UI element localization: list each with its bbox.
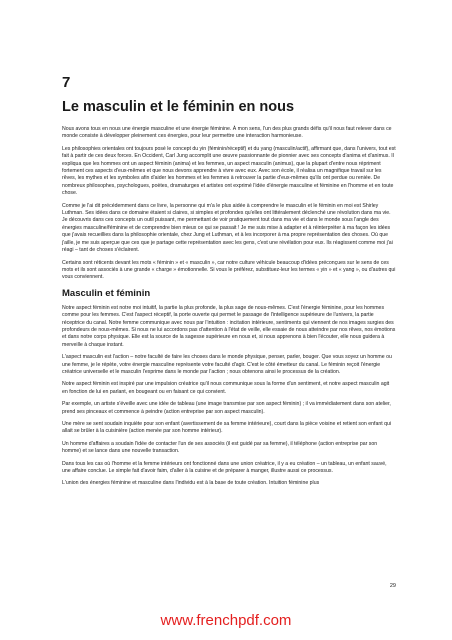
paragraph-section-4: Par exemple, un artiste s'éveille avec une idée de tableau (une image transmise par son aspect féminin) ; il va immédiatement dans son atelier, prend ses pinceaux et commence à peindre (action entreprise par son aspect masculin). bbox=[62, 401, 391, 415]
page-number: 29 bbox=[389, 583, 396, 589]
paragraph-intro-1: Nous avons tous en nous une énergie masculine et une énergie féminine. À mon sens, l'un des plus grands défis qu'il nous faut relever dans ce monde consiste à développer pleinement ces énergies, pour leur permettre une interaction harmonieuse. bbox=[62, 126, 392, 140]
chapter-title: Le masculin et le féminin en nous bbox=[62, 99, 295, 115]
paragraph-intro-4: Certains sont réticents devant les mots « féminin » et « masculin », car notre culture véhicule beaucoup d'idées préconçues sur le sens de ces mots et ils sont associés à une grande « charge » émotionnelle. Si vous le préférez, substituez-leur les termes « yin » et « yang », ou d'autres qui vous conviennent. bbox=[62, 259, 396, 281]
paragraph-intro-3: Comme je l'ai dit précédemment dans ce livre, la personne qui m'a le plus aidée à comprendre le masculin et le féminin en moi est Shirley Luthman. Ses idées dans ce domaine étaient si claires, si simples et profondes qu'elles ont littéralement déclenché une révolution dans ma vie. Je découvris dans ces concepts un outil puissant, me permettant de voir pratiquement tout dans ma vie et dans le monde sous l'angle des énergies masculine/féminine et de comprendre bien mieux ce qui se passait ! Je me suis mise à adapter et à réinterpréter à ma façon les idées que j'avais recueillies dans la philosophie orientale, chez Jung et Luthman, et à les incorporer à ma propre représentation des choses. Où que j'aille, je me suis aperçue que ces que je partage cette représentation avec les gens, c'est une révélation pour eux. Ils réagissent comme moi j'ai réagi – tant de choses s'éclairent. bbox=[62, 202, 393, 254]
chapter-number: 7 bbox=[62, 74, 71, 91]
body-text bbox=[62, 126, 396, 493]
paragraph-section-1: Notre aspect féminin est notre moi intuitif, la partie la plus profonde, la plus sage de nous-mêmes. C'est l'énergie féminine, pour les hommes comme pour les femmes. C'est l'aspect réceptif, la porte ouverte qui permet le passage de l'intelligence supérieure de l'univers, la partie réceptrice du canal. Notre femme communique avec nous par l'intuition : incitation intérieure, sentiments qui viennent de nos images surgies des profondeurs de nous-mêmes. Si nous ne lui accordons pas d'attention à l'état de veille, elle essaie de nous atteindre par nos rêves, nos émotions et dans notre corps physique. Elle est la source de la sagesse supérieure en nous et, si nous apprenons à bien l'écouter, elle nous guidera à merveille à chaque instant. bbox=[62, 304, 396, 348]
paragraph-section-6: Un homme d'affaires a soudain l'idée de contacter l'un de ses associés (il est guidé par sa femme), il téléphone (action entreprise par son homme) et se lance dans une nouvelle transaction. bbox=[62, 440, 378, 455]
document-page bbox=[62, 0, 396, 640]
paragraph-section-3: Notre aspect féminin est inspiré par une impulsion créatrice qu'il nous communique sous la forme d'un sentiment, et notre aspect masculin agit en fonction de lui en parlant, en bougeant ou en faisant ce qui convient. bbox=[62, 381, 390, 395]
paragraph-section-8: L'union des énergies féminine et masculine dans l'individu est à la base de toute création. Intuition féminine plus bbox=[62, 480, 320, 487]
paragraph-intro-2: Les philosophies orientales ont toujours posé le concept du yin (féminin/réceptif) et du yang (masculin/actif), affirmant que, dans l'univers, tout est fait à partir de ces deux forces. En Occident, Carl Jung accomplit une œuvre passionnante de pionnier avec ses concepts d'anima et d'animus. Il expliqua que les hommes ont un aspect féminin (anima) et les femmes, un aspect masculin (animus), que la plupart d'entre nous répriment fortement ces aspects d'eux-mêmes et que nous devons apprendre à vivre avec eux. Avec son école, il réalisa un magnifique travail sur les rêves, les mythes et les symboles afin d'aider les hommes et les femmes à retrouver la partie d'eux-mêmes qu'ils ont perdue ou reniée. De nombreux philosophes, psychologues, poètes, dramaturges et artistes ont exprimé l'idée d'énergie masculine et féminine en l'homme et en toute chose. bbox=[62, 145, 396, 197]
paragraph-section-2: L'aspect masculin est l'action – notre faculté de faire les choses dans le monde physique, penser, parler, bouger. Que vous soyez un homme ou une femme, je le répète, votre énergie masculine représente votre faculté d'agir. C'est le côté émetteur du canal. Le féminin reçoit l'énergie créatrice universelle et le masculin l'exprime dans le monde par l'action ; nous obtenons ainsi le processus de la création. bbox=[62, 354, 392, 375]
watermark-link[interactable]: www.frenchpdf.com bbox=[160, 612, 292, 629]
paragraph-section-7: Dans tous les cas où l'homme et la femme intérieurs ont fonctionné dans une union créatrice, il y a eu création – un tableau, un enfant sauvé, une affaire conclue. Le simple fait d'avoir faim, d'aller à la cuisine et de préparer à manger, illustre aussi ce processus. bbox=[62, 460, 387, 475]
paragraph-section-5: Une mère se sent soudain inquiète pour son enfant (avertissement de sa femme intérieure), court dans la pièce voisine et retient son enfant qui allait se brûler à la cuisinière (action menée par son homme intérieur). bbox=[62, 421, 392, 435]
section-heading: Masculin et féminin bbox=[62, 287, 151, 299]
